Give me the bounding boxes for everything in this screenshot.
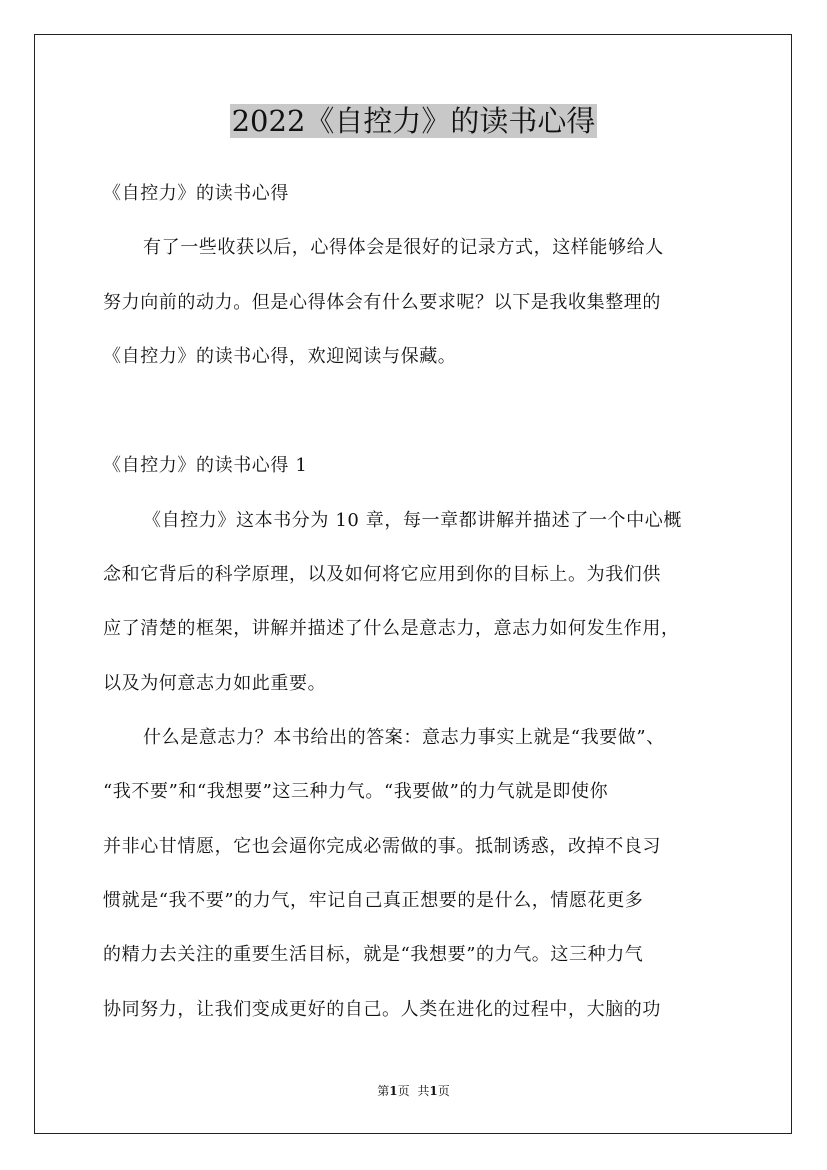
para1-line-2: 念和它背后的科学原理，以及如何将它应用到你的目标上。为我们供 <box>103 564 661 585</box>
intro-line-2: 努力向前的动力。但是心得体会有什么要求呢？以下是我收集整理的 <box>103 292 661 313</box>
para2-line-5: 的精力去关注的重要生活目标，就是“我想要”的力气。这三种力气 <box>103 944 644 965</box>
document-title-text: 2022《自控力》的读书心得 <box>231 104 596 138</box>
section-heading: 《自控力》的读书心得 1 <box>103 455 308 476</box>
para2-line-1: 什么是意志力？本书给出的答案：意志力事实上就是“我要做”、 <box>143 727 665 748</box>
footer-page-number: 1 <box>389 1084 398 1098</box>
footer-total-prefix: 共 <box>417 1084 430 1098</box>
footer-page-prefix: 第 <box>377 1084 390 1098</box>
para2-line-2: “我不要”和“我想要”这三种力气。“我要做”的力气就是即使你 <box>103 781 609 802</box>
para2-line-6: 协同努力，让我们变成更好的自己。人类在进化的过程中，大脑的功 <box>103 999 661 1020</box>
page-footer <box>0 1083 827 1099</box>
para2-line-4: 惯就是“我不要”的力气，牢记自己真正想要的是什么，情愿花更多 <box>103 890 644 911</box>
para1-line-1: 《自控力》这本书分为 10 章，每一章都讲解并描述了一个中心概 <box>143 510 682 531</box>
para1-line-3: 应了清楚的框架，讲解并描述了什么是意志力，意志力如何发生作用， <box>103 618 680 639</box>
document-title <box>0 100 827 142</box>
subtitle: 《自控力》的读书心得 <box>103 183 289 204</box>
footer-total-suffix: 页 <box>437 1084 450 1098</box>
footer-total-number: 1 <box>429 1084 438 1098</box>
intro-line-1: 有了一些收获以后，心得体会是很好的记录方式，这样能够给人 <box>143 237 664 258</box>
para1-line-4: 以及为何意志力如此重要。 <box>103 673 327 694</box>
footer-page-suffix: 页 <box>397 1084 410 1098</box>
intro-line-3: 《自控力》的读书心得，欢迎阅读与保藏。 <box>103 346 457 367</box>
para2-line-3: 并非心甘情愿，它也会逼你完成必需做的事。抵制诱惑，改掉不良习 <box>103 836 661 857</box>
